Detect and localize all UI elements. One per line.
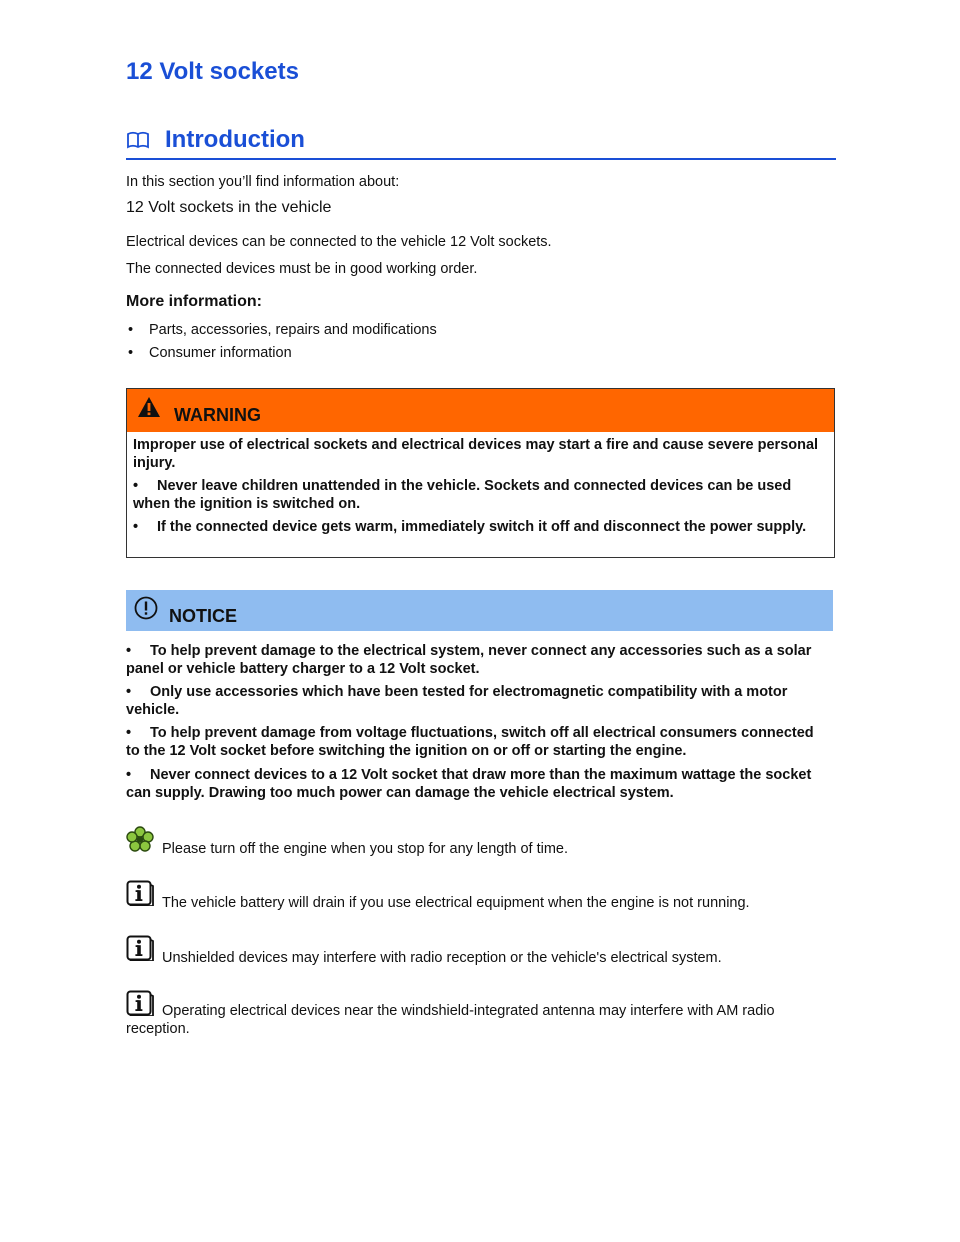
bullet: • bbox=[126, 684, 132, 700]
notice-item bbox=[126, 766, 831, 802]
list-item-text: Parts, accessories, repairs and modifications bbox=[149, 322, 437, 338]
notice-item-text: To help prevent damage from voltage fluctuations, switch off all electrical consumers connected to the 12 Volt socket before switching the ignition on or off or starting the engine. bbox=[126, 725, 814, 759]
bullet: • bbox=[133, 478, 139, 494]
notice-header bbox=[126, 590, 833, 631]
warning-box bbox=[126, 388, 835, 558]
warning-header bbox=[127, 389, 834, 432]
warning-title: WARNING bbox=[174, 405, 261, 425]
notice-title: NOTICE bbox=[169, 606, 238, 626]
topic-link[interactable]: 12 Volt sockets in the vehicle bbox=[126, 199, 332, 216]
notice-item bbox=[126, 642, 831, 678]
more-info-heading: More information: bbox=[126, 293, 262, 310]
notice-item bbox=[126, 724, 831, 760]
notice-item-text: To help prevent damage to the electrical system, never connect any accessories such as a solar panel or vehicle battery charger to a 12 Volt socket. bbox=[126, 643, 812, 677]
warning-item bbox=[133, 477, 823, 513]
info-tip-text: Operating electrical devices near the windshield-integrated antenna may interfere with AM radio reception. bbox=[126, 1003, 775, 1037]
info-tip-text: Unshielded devices may interfere with radio reception or the vehicle's electrical system. bbox=[162, 950, 722, 966]
bullet: • bbox=[126, 767, 132, 783]
warning-item-text: Never leave children unattended in the vehicle. Sockets and connected devices can be used when the ignition is switched on. bbox=[133, 478, 792, 512]
notice-item bbox=[126, 683, 831, 719]
page-title: 12 Volt sockets bbox=[126, 58, 299, 85]
paragraph: Electrical devices can be connected to the vehicle 12 Volt sockets. bbox=[126, 234, 552, 250]
notice-item-text: Only use accessories which have been tested for electromagnetic compatibility with a motor vehicle. bbox=[126, 684, 788, 718]
warning-item-text: If the connected device gets warm, immediately switch it off and disconnect the power supply. bbox=[157, 519, 807, 535]
section-title: Introduction bbox=[165, 126, 305, 153]
environment-tip-text: Please turn off the engine when you stop for any length of time. bbox=[162, 841, 568, 857]
warning-triangle-icon bbox=[137, 396, 161, 418]
notice-item-text: Never connect devices to a 12 Volt socket that draw more than the maximum wattage the socket can supply. Drawing too much power can damage the vehicle electrical system. bbox=[126, 767, 812, 801]
bullet: • bbox=[128, 322, 134, 338]
bullet: • bbox=[128, 345, 134, 361]
warning-item bbox=[133, 518, 823, 536]
bullet: • bbox=[126, 643, 132, 659]
list-item-text: Consumer information bbox=[149, 345, 292, 361]
bullet: • bbox=[126, 725, 132, 741]
warning-lead: Improper use of electrical sockets and electrical devices may start a fire and cause severe personal injury. bbox=[133, 437, 819, 471]
paragraph: The connected devices must be in good working order. bbox=[126, 261, 478, 277]
info-tip-text: The vehicle battery will drain if you use electrical equipment when the engine is not running. bbox=[162, 895, 750, 911]
exclamation-circle-icon bbox=[134, 596, 158, 620]
bullet: • bbox=[133, 519, 139, 535]
book-icon bbox=[126, 131, 150, 149]
intro-label: In this section you’ll find information about: bbox=[126, 174, 400, 190]
section-header bbox=[126, 126, 836, 160]
